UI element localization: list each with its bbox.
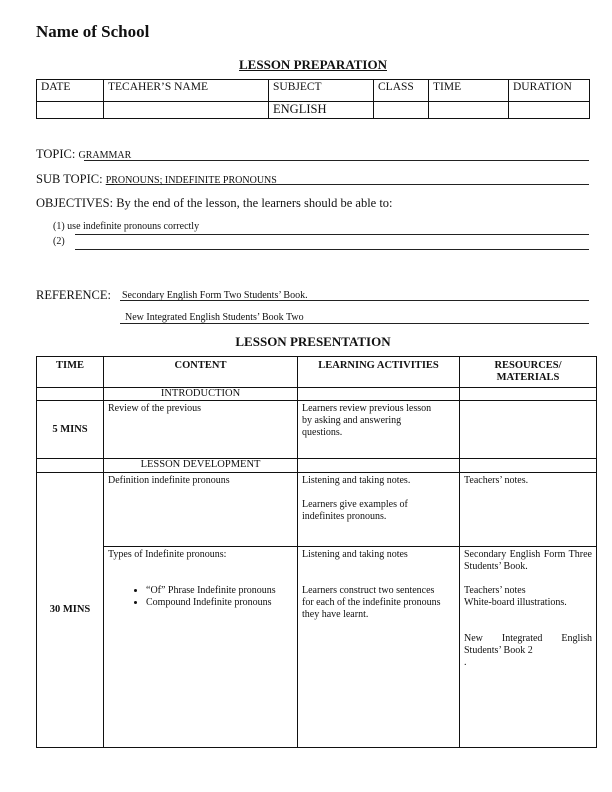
reference-2-underline	[120, 323, 589, 324]
intro-content: Review of the previous	[104, 401, 298, 459]
intro-time: 5 MINS	[37, 401, 104, 459]
header-resources-line1: RESOURCES/	[494, 360, 562, 371]
objective-1-underline	[75, 234, 589, 235]
introduction-section-row	[37, 388, 597, 401]
types-content	[104, 547, 298, 748]
lesson-development-label: LESSON DEVELOPMENT	[104, 459, 298, 473]
intro-activities: Learners review previous lesson by asking and answering questions.	[298, 401, 460, 459]
sub-topic-underline	[114, 184, 589, 185]
objective-2-underline	[75, 249, 589, 250]
intro-resources	[460, 401, 597, 459]
lesson-preparation-heading: LESSON PREPARATION	[239, 57, 387, 72]
topic-label: TOPIC:	[36, 147, 76, 161]
objective-text: use indefinite pronouns correctly	[67, 221, 200, 232]
development-row-definition	[37, 473, 597, 547]
school-name: Name of School	[36, 22, 150, 41]
prep-header-row	[37, 80, 590, 102]
definition-activities	[298, 473, 460, 547]
definition-activity-1: Listening and taking notes.	[302, 475, 411, 486]
value-class	[374, 102, 429, 119]
objective-number: (1)	[53, 221, 65, 232]
types-activities	[298, 547, 460, 748]
header-teacher-name: TECAHER’S NAME	[104, 80, 269, 102]
topic-underline	[84, 160, 589, 161]
definition-resources: Teachers’ notes.	[460, 473, 597, 547]
header-learning-activities: LEARNING ACTIVITIES	[298, 357, 460, 388]
header-resources	[460, 357, 597, 388]
header-resources-line2: MATERIALS	[496, 372, 560, 383]
sub-topic-label: SUB TOPIC:	[36, 172, 103, 186]
header-class: CLASS	[374, 80, 429, 102]
bullet-compound: • Compound Indefinite pronouns	[146, 597, 293, 609]
development-row-types	[37, 547, 597, 748]
types-activity-1: Listening and taking notes	[302, 549, 408, 560]
types-resources	[460, 547, 597, 748]
sub-topic-value: PRONOUNS; INDEFINITE PRONOUNS	[105, 175, 277, 186]
objective-item-1	[53, 221, 199, 232]
header-subject: SUBJECT	[269, 80, 374, 102]
reference-item-1: Secondary English Form Two Students’ Book.	[122, 290, 308, 301]
resource-whiteboard: White-board illustrations.	[464, 597, 567, 608]
resource-trailing-dot: .	[464, 657, 467, 668]
value-duration	[509, 102, 590, 119]
value-teacher-name	[104, 102, 269, 119]
types-bullet-list	[108, 585, 293, 609]
reference-label: REFERENCE:	[36, 288, 112, 302]
resource-teachers-notes: Teachers’ notes	[464, 585, 526, 596]
header-date: DATE	[37, 80, 104, 102]
definition-content: Definition indefinite pronouns	[104, 473, 298, 547]
prep-value-row	[37, 102, 590, 119]
reference-item-2: New Integrated English Students’ Book Two	[125, 312, 304, 323]
reference-1-underline	[120, 300, 589, 301]
value-subject: ENGLISH	[269, 102, 374, 119]
introduction-label: INTRODUCTION	[104, 388, 298, 401]
development-section-row	[37, 459, 597, 473]
lesson-preparation-table	[36, 79, 590, 119]
objective-item-2	[53, 236, 65, 247]
bullet-of-phrase: • “Of” Phrase Indefinite pronouns	[146, 585, 293, 597]
pres-header-row	[37, 357, 597, 388]
development-time: 30 MINS	[37, 473, 104, 748]
resource-new-integrated: New Integrated English Students’ Book 2	[464, 633, 592, 656]
header-time: TIME	[429, 80, 509, 102]
resource-secondary-english: Secondary English Form Three Students’ Book.	[464, 549, 592, 572]
lesson-presentation-table	[36, 356, 597, 748]
objective-number: (2)	[53, 236, 65, 247]
header-content: CONTENT	[104, 357, 298, 388]
value-time	[429, 102, 509, 119]
header-duration: DURATION	[509, 80, 590, 102]
types-heading: Types of Indefinite pronouns:	[108, 549, 227, 560]
objectives-label: OBJECTIVES: By the end of the lesson, the learners should be able to:	[36, 196, 393, 210]
header-time: TIME	[37, 357, 104, 388]
topic-value: GRAMMAR	[78, 150, 132, 161]
lesson-presentation-heading: LESSON PRESENTATION	[235, 334, 391, 349]
types-activity-2: Learners construct two sentences for each of the indefinite pronouns they have learnt.	[302, 585, 441, 620]
value-date	[37, 102, 104, 119]
introduction-row	[37, 401, 597, 459]
definition-activity-2: Learners give examples of indefinites pronouns.	[302, 499, 408, 522]
